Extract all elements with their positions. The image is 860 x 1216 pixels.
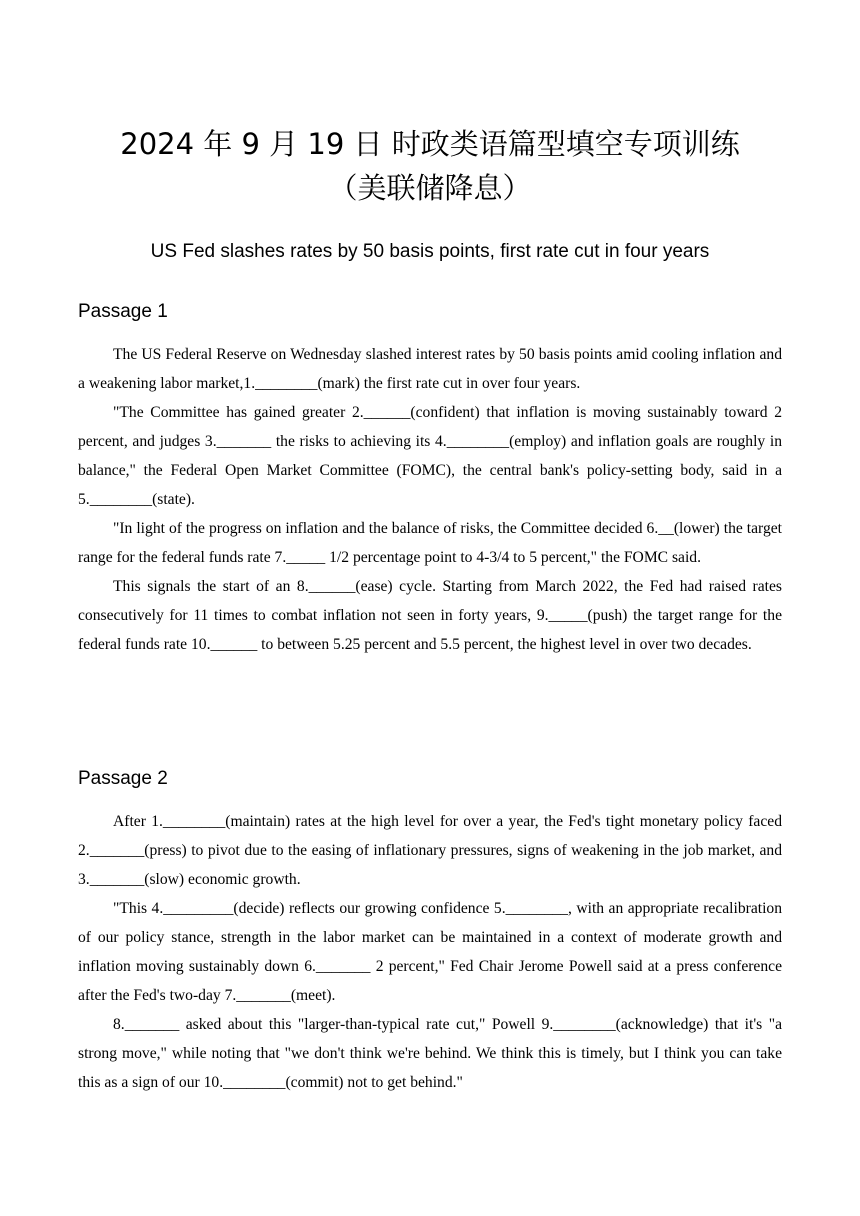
passage-1-paragraph-3: "In light of the progress on inflation and the balance of risks, the Committee decided 6.__(lower) the target range for the federal funds rate 7._____ 1/2 percentage point to 4-3/4 to 5 percent," the FOMC said. (78, 520, 782, 566)
passage-1-paragraph-1: The US Federal Reserve on Wednesday slashed interest rates by 50 basis points amid cooling inflation and a weakening labor market,1.________(mark) the first rate cut in over four years. (78, 346, 782, 392)
passage-1-paragraph-2: "The Committee has gained greater 2.______(confident) that inflation is moving sustainably toward 2 percent, and judges 3._______ the risks to achieving its 4.________(employ) and inflation goals are roughly in balance," the Federal Open Market Committee (FOMC), the central bank's policy-setting body, said in a 5.________(state). (78, 404, 782, 508)
passage-1-heading: Passage 1 (78, 301, 168, 322)
page-title: 2024 年 9 月 19 日 时政类语篇型填空专项训练 (120, 127, 740, 161)
passage-2-paragraph-3: 8._______ asked about this "larger-than-typical rate cut," Powell 9.________(acknowledge) that it's "a strong move," while noting that "we don't think we're behind. We think this is timely, but I think you can take this as a sign of our 10.________(commit) not to get behind." (78, 1016, 782, 1091)
passage-1-body (78, 340, 782, 659)
passage-2-body (78, 807, 782, 1097)
passage-2-paragraph-2: "This 4._________(decide) reflects our growing confidence 5.________, with an appropriate recalibration of our policy stance, strength in the labor market can be maintained in a context of moderate growth and inflation moving sustainably down 6._______ 2 percent," Fed Chair Jerome Powell said at a press conference after the Fed's two-day 7._______(meet). (78, 900, 782, 1004)
passage-1-paragraph-4: This signals the start of an 8.______(ease) cycle. Starting from March 2022, the Fed had raised rates consecutively for 11 times to combat inflation not seen in forty years, 9._____(push) the target range for the federal funds rate 10.______ to between 5.25 percent and 5.5 percent, the highest level in over two decades. (78, 578, 782, 653)
passage-2-paragraph-1: After 1.________(maintain) rates at the high level for over a year, the Fed's tight monetary policy faced 2._______(press) to pivot due to the easing of inflationary pressures, signs of weakening in the job market, and 3._______(slow) economic growth. (78, 813, 782, 888)
passage-2-heading: Passage 2 (78, 768, 168, 789)
page-title-topic: （美联储降息） (328, 171, 532, 205)
article-headline: US Fed slashes rates by 50 basis points, first rate cut in four years (150, 241, 710, 262)
